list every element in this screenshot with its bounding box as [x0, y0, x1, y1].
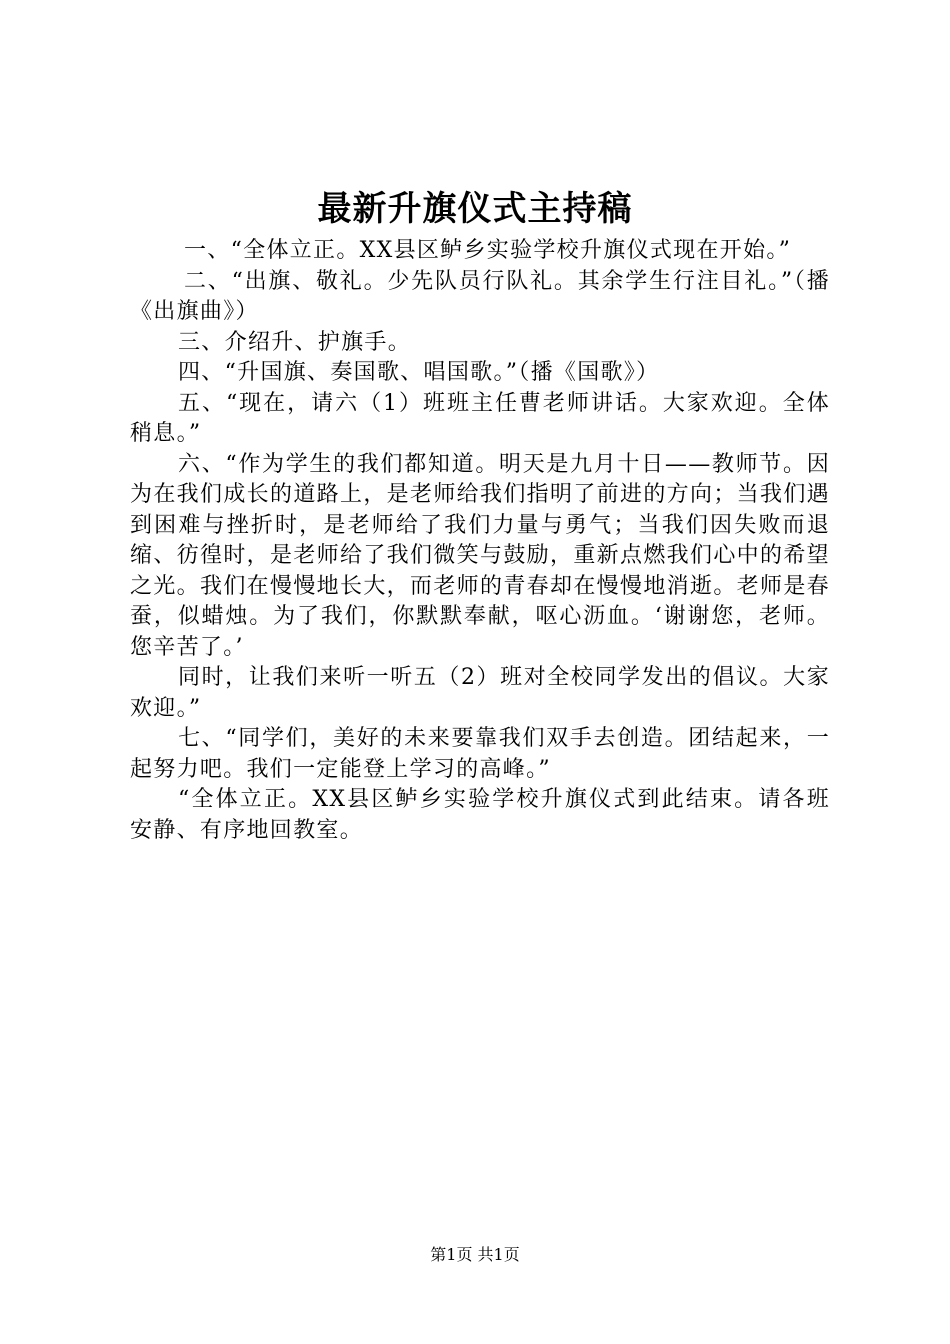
paragraph-2: 二、“出旗、敬礼。少先队员行队礼。其余学生行注目礼。”（播《出旗曲》）: [130, 268, 830, 324]
paragraph-9: “全体立正。XX县区鲈乡实验学校升旗仪式到此结束。请各班安静、有序地回教室。: [130, 787, 830, 843]
paragraph-8: 七、“同学们，美好的未来要靠我们双手去创造。团结起来，一起努力吧。我们一定能登上学习的高峰。”: [130, 726, 830, 782]
paragraph-1: 一、“全体立正。XX县区鲈乡实验学校升旗仪式现在开始。”: [184, 238, 792, 263]
paragraph-5: 五、“现在，请六（1）班班主任曹老师讲话。大家欢迎。全体稍息。”: [130, 390, 830, 446]
paragraph-4: 四、“升国旗、奏国歌、唱国歌。”（播《国歌》）: [178, 360, 660, 385]
paragraph-7: 同时，让我们来听一听五（2）班对全校同学发出的倡议。大家欢迎。”: [130, 665, 830, 721]
paragraph-6: 六、“作为学生的我们都知道。明天是九月十日——教师节。因为在我们成长的道路上，是老师给我们指明了前进的方向；当我们遇到困难与挫折时，是老师给了我们力量与勇气；当我们因失败而退缩、彷徨时，是老师给了我们微笑与鼓励，重新点燃我们心中的希望之光。我们在慢慢地长大，而老师的青春却在慢慢地消逝。老师是春蚕，似蜡烛。为了我们，你默默奉献，呕心沥血。‘谢谢您，老师。您辛苦了。’: [130, 451, 830, 660]
page-number-footer: 第1页 共1页: [430, 1245, 520, 1264]
document-body: [130, 236, 830, 846]
document-title: 最新升旗仪式主持稿: [317, 189, 633, 229]
paragraph-3: 三、介绍升、护旗手。: [178, 329, 412, 355]
